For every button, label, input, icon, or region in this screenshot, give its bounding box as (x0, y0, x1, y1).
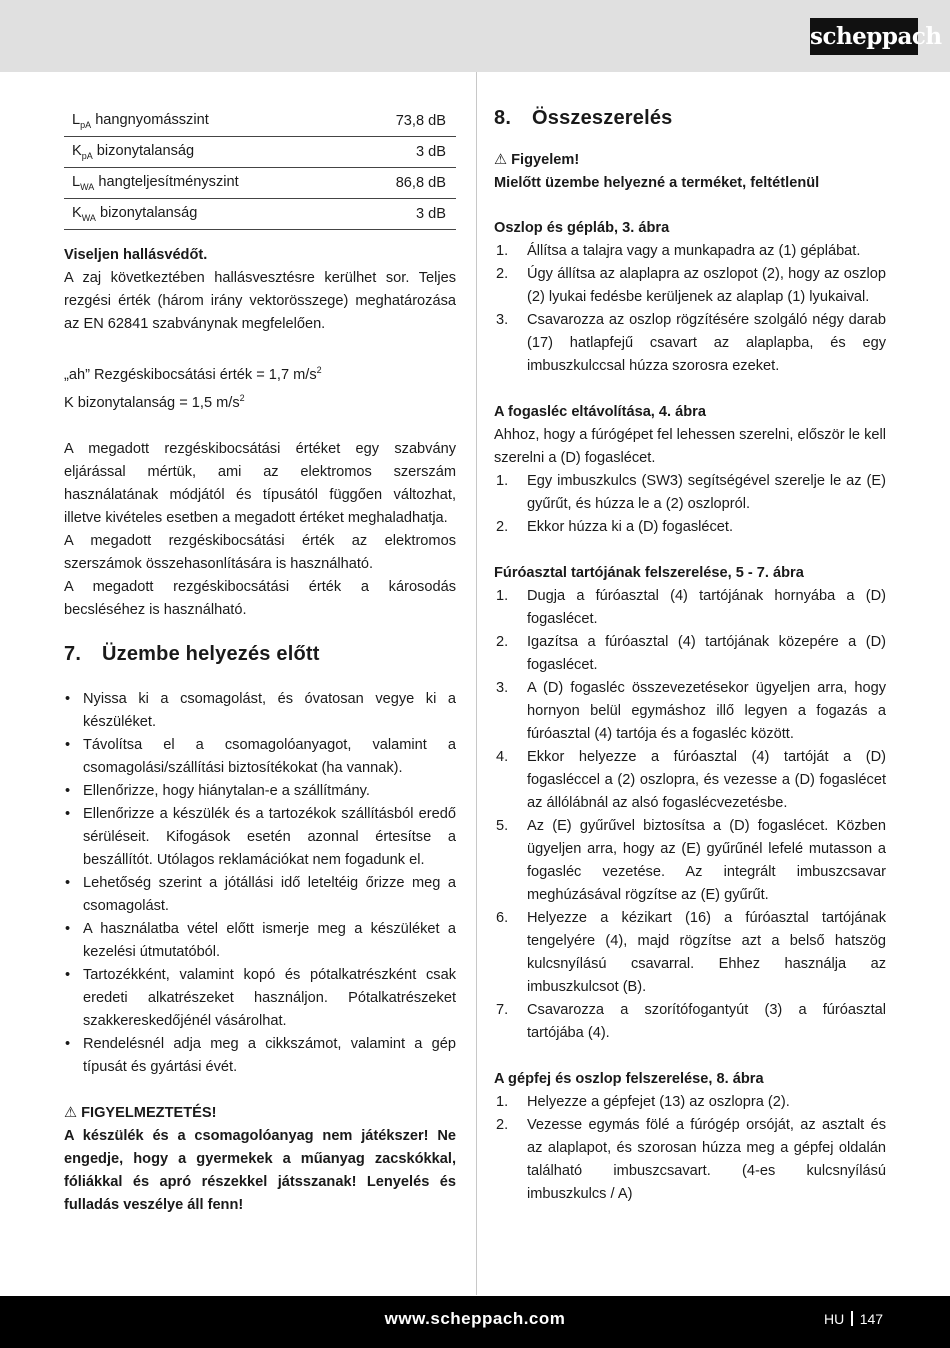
column-base-steps (494, 240, 886, 378)
numbered-step: 3. A (D) fogasléc összevezetésekor ügyeljen arra, hogy hornyon belül egymáshoz illő legyen a fogazás a fúróasztal (4) tartója és a fogasléc között. (494, 677, 886, 746)
section-8-heading: 8. Összeszerelés (494, 107, 673, 129)
spec-row (64, 168, 456, 199)
spec-value: 73,8 dB (350, 106, 456, 137)
bullet-icon: • (65, 920, 71, 937)
numbered-step: 2. Igazítsa a fúróasztal (4) tartójának közepére a (D) fogaslécet. (494, 631, 886, 677)
step-number: 6. (496, 910, 509, 926)
bullet-icon: • (65, 736, 71, 753)
spec-label: $K_{pA}$ bizonytalanság (64, 137, 350, 168)
numbered-step: 3. Csavarozza az oszlop rögzítésére szolgáló négy darab (17) hatlapfejű csavart az alaplapba, és egy imbuszkulccsal húzza szorosra ezeket. (494, 309, 886, 378)
numbered-step: 1. Egy imbuszkulcs (SW3) segítségével szerelje le az (E) gyűrűt, és húzza le a (2) oszlopról. (494, 470, 886, 516)
step-number: 4. (496, 749, 509, 765)
bullet-item: • A használatba vétel előtt ismerje meg a készüléket a kezelési útmutatóból. (64, 918, 456, 964)
step-number: 2. (496, 1117, 509, 1133)
step-number: 2. (496, 519, 509, 535)
bullet-icon: • (65, 805, 71, 822)
rack-removal-steps (494, 470, 886, 539)
spec-value: 3 dB (350, 137, 456, 168)
spec-label: $L_{WA}$ hangteljesítményszint (64, 168, 350, 199)
bullet-icon: • (65, 690, 71, 707)
vibration-ah-line: „ah” Rezgéskibocsátási érték = 1,7 $m/s^2$ (64, 365, 322, 383)
step-number: 1. (496, 588, 509, 604)
bullet-item: • Ellenőrizze, hogy hiánytalan-e a szállítmány. (64, 780, 456, 803)
step-number: 3. (496, 680, 509, 696)
bullet-icon: • (65, 782, 71, 799)
bullet-item: • Ellenőrizze a készülék és a tartozékok szállításból eredő sérüléseit. Kifogások esetén azonnal értesítse a beszállítót. Utólagos reklamációkat nem fogadunk el. (64, 803, 456, 872)
bullet-icon: • (65, 1035, 71, 1052)
bullet-item: • Rendelésnél adja meg a cikkszámot, valamint a gép típusát és gyártási évét. (64, 1033, 456, 1079)
bullet-icon: • (65, 966, 71, 983)
page-number: HU 147 (824, 1311, 884, 1327)
subsection-table-holder-title: Fúróasztal tartójának felszerelése, 5 - 7. ábra (494, 565, 804, 581)
hearing-protection-title: Viseljen hallásvédőt. (64, 247, 208, 263)
numbered-step: 1. Állítsa a talajra vagy a munkapadra az (1) géplábat. (494, 240, 886, 263)
warning-triangle-icon: ⚠ (64, 1104, 78, 1121)
noise-spec-table (64, 106, 456, 230)
step-number: 3. (496, 312, 509, 328)
bullet-item: • Nyissa ki a csomagolást, és óvatosan vegye ki a készüléket. (64, 688, 456, 734)
numbered-step: 7. Csavarozza a szorítófogantyút (3) a fúróasztal tartójába (4). (494, 999, 886, 1045)
spec-value: 3 dB (350, 199, 456, 230)
bullet-icon: • (65, 874, 71, 891)
warning-text: A készülék és a csomagolóanyag nem játékszer! Ne engedje, hogy a gyermekek a műanyag zacskókkal, fóliákkal és apró részekkel játsszanak! Lenyelés és fulladás veszélye áll fenn! (64, 1127, 456, 1213)
head-column-steps (494, 1091, 886, 1206)
spec-row (64, 137, 456, 168)
bullet-item: • Távolítsa el a csomagolóanyagot, valamint a csomagolási/szállítási biztosítékokat (ha vannak). (64, 734, 456, 780)
left-column (64, 100, 456, 1217)
vibration-k-line: K bizonytalanság = 1,5 $m/s^2$ (64, 392, 245, 411)
warning-title: ⚠ FIGYELMEZTETÉS! (64, 1102, 456, 1125)
attention-text: Mielőtt üzembe helyezné a terméket, feltétlenül (494, 175, 820, 191)
section-7-list (64, 688, 456, 1079)
step-number: 2. (496, 634, 509, 650)
numbered-step: 2. Vezesse egymás fölé a fúrógép orsóját, az asztalt és az alaplapot, és szorosan húzza meg a gépfej oldalán található imbuszcsavart. (4-es kulcsnyílású imbuszkulcs / A) (494, 1114, 886, 1206)
spec-row (64, 199, 456, 230)
hearing-text: A zaj következtében hallásvesztésre kerülhet sor. Teljes rezgési érték (három irány vektorösszege) meghatározása az EN 62841 szabványnak megfelelően. (64, 270, 456, 332)
scheppach-logo: scheppach (810, 18, 918, 55)
numbered-step: 1. Dugja a fúróasztal (4) tartójának hornyába a (D) fogaslécet. (494, 585, 886, 631)
bullet-item: • Tartozékként, valamint kopó és pótalkatrészként csak eredeti alkatrészeket használjon. Pótalkatrészeket szakkereskedőjénél vásárolhat. (64, 964, 456, 1033)
step-number: 1. (496, 473, 509, 489)
step-number: 5. (496, 818, 509, 834)
bullet-item: • Lehetőség szerint a jótállási idő leteltéig őrizze meg a csomagolást. (64, 872, 456, 918)
spec-label: $K_{WA}$ bizonytalanság (64, 199, 350, 230)
spec-value: 86,8 dB (350, 168, 456, 199)
rack-removal-intro: Ahhoz, hogy a fúrógépet fel lehessen szerelni, először le kell szerelni a (D) fogaslécet. (494, 427, 886, 466)
step-number: 2. (496, 266, 509, 282)
footer-url[interactable]: www.scheppach.com (384, 1309, 566, 1328)
column-divider (476, 72, 477, 1295)
numbered-step: 2. Úgy állítsa az alaplapra az oszlopot (2), hogy az oszlop (2) lyukai fedésbe kerüljenek az alaplap (1) lyukaival. (494, 263, 886, 309)
numbered-step: 6. Helyezze a kézikart (16) a fúróasztal tartójának tengelyére (4), majd rögzítse azt a belső hatszög kulcsnyílású csavarral. Ehhez használja az imbuszkulcsot (B). (494, 907, 886, 999)
step-number: 1. (496, 243, 509, 259)
footer-bar (0, 1296, 950, 1348)
right-column (494, 100, 886, 1206)
numbered-step: 2. Ekkor húzza ki a (D) fogaslécet. (494, 516, 886, 539)
table-holder-steps (494, 585, 886, 1045)
spec-row (64, 106, 456, 137)
attention-title: ⚠ Figyelem! (494, 149, 886, 172)
vibration-paragraph-1: A megadott rezgéskibocsátási értéket egy szabvány eljárással mértük, ami az elektromos szerszám használatának módjától és típusától függően változhat, illetve kivételes esetben a megadott értéket meghaladhatja. (64, 440, 456, 526)
numbered-step: 5. Az (E) gyűrűvel biztosítsa a (D) fogaslécet. Közben ügyeljen arra, hogy az (E) gyűrűnél lefelé mutasson a fogasléc vezetése. Az integrált imbuszcsavar meghúzásával rögzítse az (E) gyűrűt. (494, 815, 886, 907)
header-bar (0, 0, 950, 72)
step-number: 7. (496, 1002, 509, 1018)
subsection-rack-removal-title: A fogasléc eltávolítása, 4. ábra (494, 404, 706, 420)
numbered-step: 4. Ekkor helyezze a fúróasztal (4) tartóját a (D) fogasléccel a (2) oszlopra, és vezesse a (D) fogaslécet az állólábnál az alsó fogaslécvezetésbe. (494, 746, 886, 815)
warning-triangle-icon: ⚠ (494, 152, 508, 168)
numbered-step: 1. Helyezze a gépfejet (13) az oszlopra (2). (494, 1091, 886, 1114)
vibration-paragraph-2: A megadott rezgéskibocsátási érték az elektromos szerszámok összehasonlítására is használható. (64, 532, 456, 572)
spec-label: $L_{pA}$ hangnyomásszint (64, 106, 350, 137)
step-number: 1. (496, 1094, 509, 1110)
section-7-heading: 7. Üzembe helyezés előtt (64, 642, 320, 665)
subsection-head-column-title: A gépfej és oszlop felszerelése, 8. ábra (494, 1071, 764, 1087)
subsection-column-base-title: Oszlop és gépláb, 3. ábra (494, 220, 670, 236)
vibration-paragraph-3: A megadott rezgéskibocsátási érték a károsodás becsléséhez is használható. (64, 578, 456, 618)
